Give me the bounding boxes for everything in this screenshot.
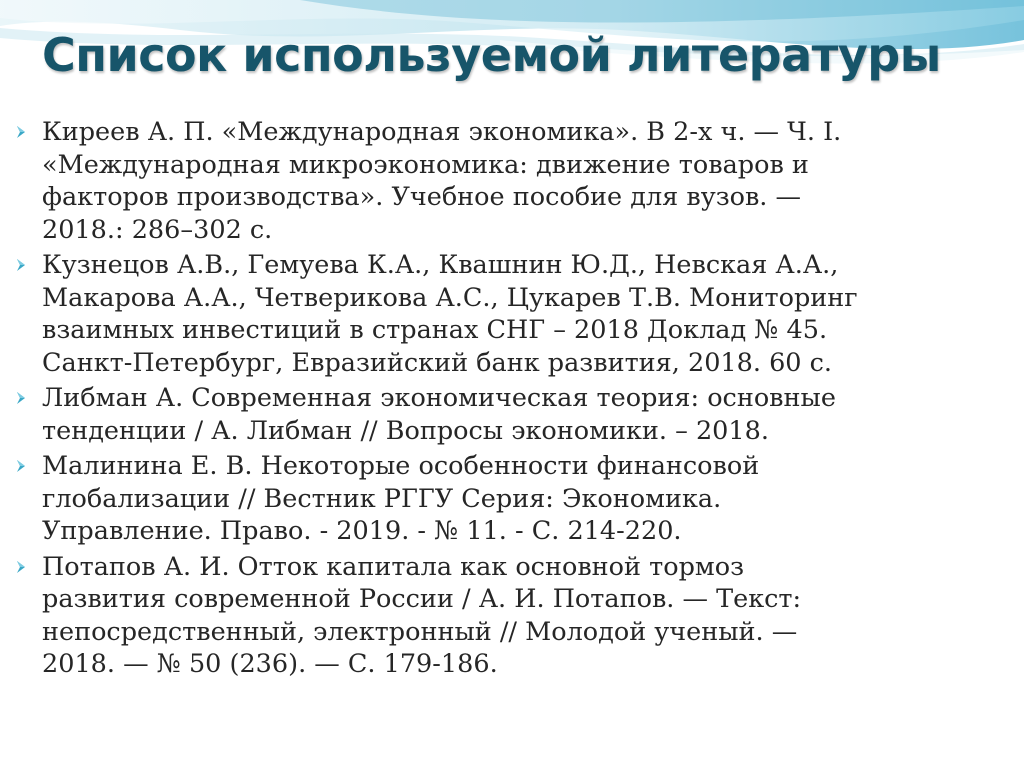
list-item [14,116,1014,246]
chevron-arrow-icon [14,457,32,475]
chevron-arrow-icon [14,389,32,407]
chevron-arrow-icon [14,256,32,274]
list-item [14,249,1014,379]
reference-text: Потапов А. И. Отток капитала как основной тормоз развития современной России / А. И. Потапов. — Текст: непосредственный, электронный // Молодой ученый. — 2018. — № 50 (236). — С. 179-186. [42,551,802,679]
chevron-arrow-icon [14,123,32,141]
reference-text: Либман А. Современная экономическая теория: основные тенденции / А. Либман // Вопросы экономики. – 2018. [42,383,836,446]
page-title: Список используемой литературы [42,28,941,82]
list-item [14,551,1014,681]
chevron-arrow-icon [14,558,32,576]
reference-text: Киреев А. П. «Международная экономика». В 2-х ч. — Ч. I. «Международная микроэкономика: движение товаров и факторов производства». Учебное пособие для вузов. — 2018.: 286–302 с. [42,117,842,245]
reference-list [14,116,1014,684]
reference-text: Малинина Е. В. Некоторые особенности финансовой глобализации // Вестник РГГУ Серия: Экономика. Управление. Право. - 2019. - № 11. - С. 214-220. [42,451,760,546]
list-item [14,450,1014,548]
reference-text: Кузнецов А.В., Гемуева К.А., Квашнин Ю.Д., Невская А.А., Макарова А.А., Четверикова А.С., Цукарев Т.В. Мониторинг взаимных инвестиций в странах СНГ – 2018 Доклад № 45. Санкт-Петербург, Евразийский банк развития, 2018. 60 с. [42,250,858,378]
list-item [14,382,1014,447]
